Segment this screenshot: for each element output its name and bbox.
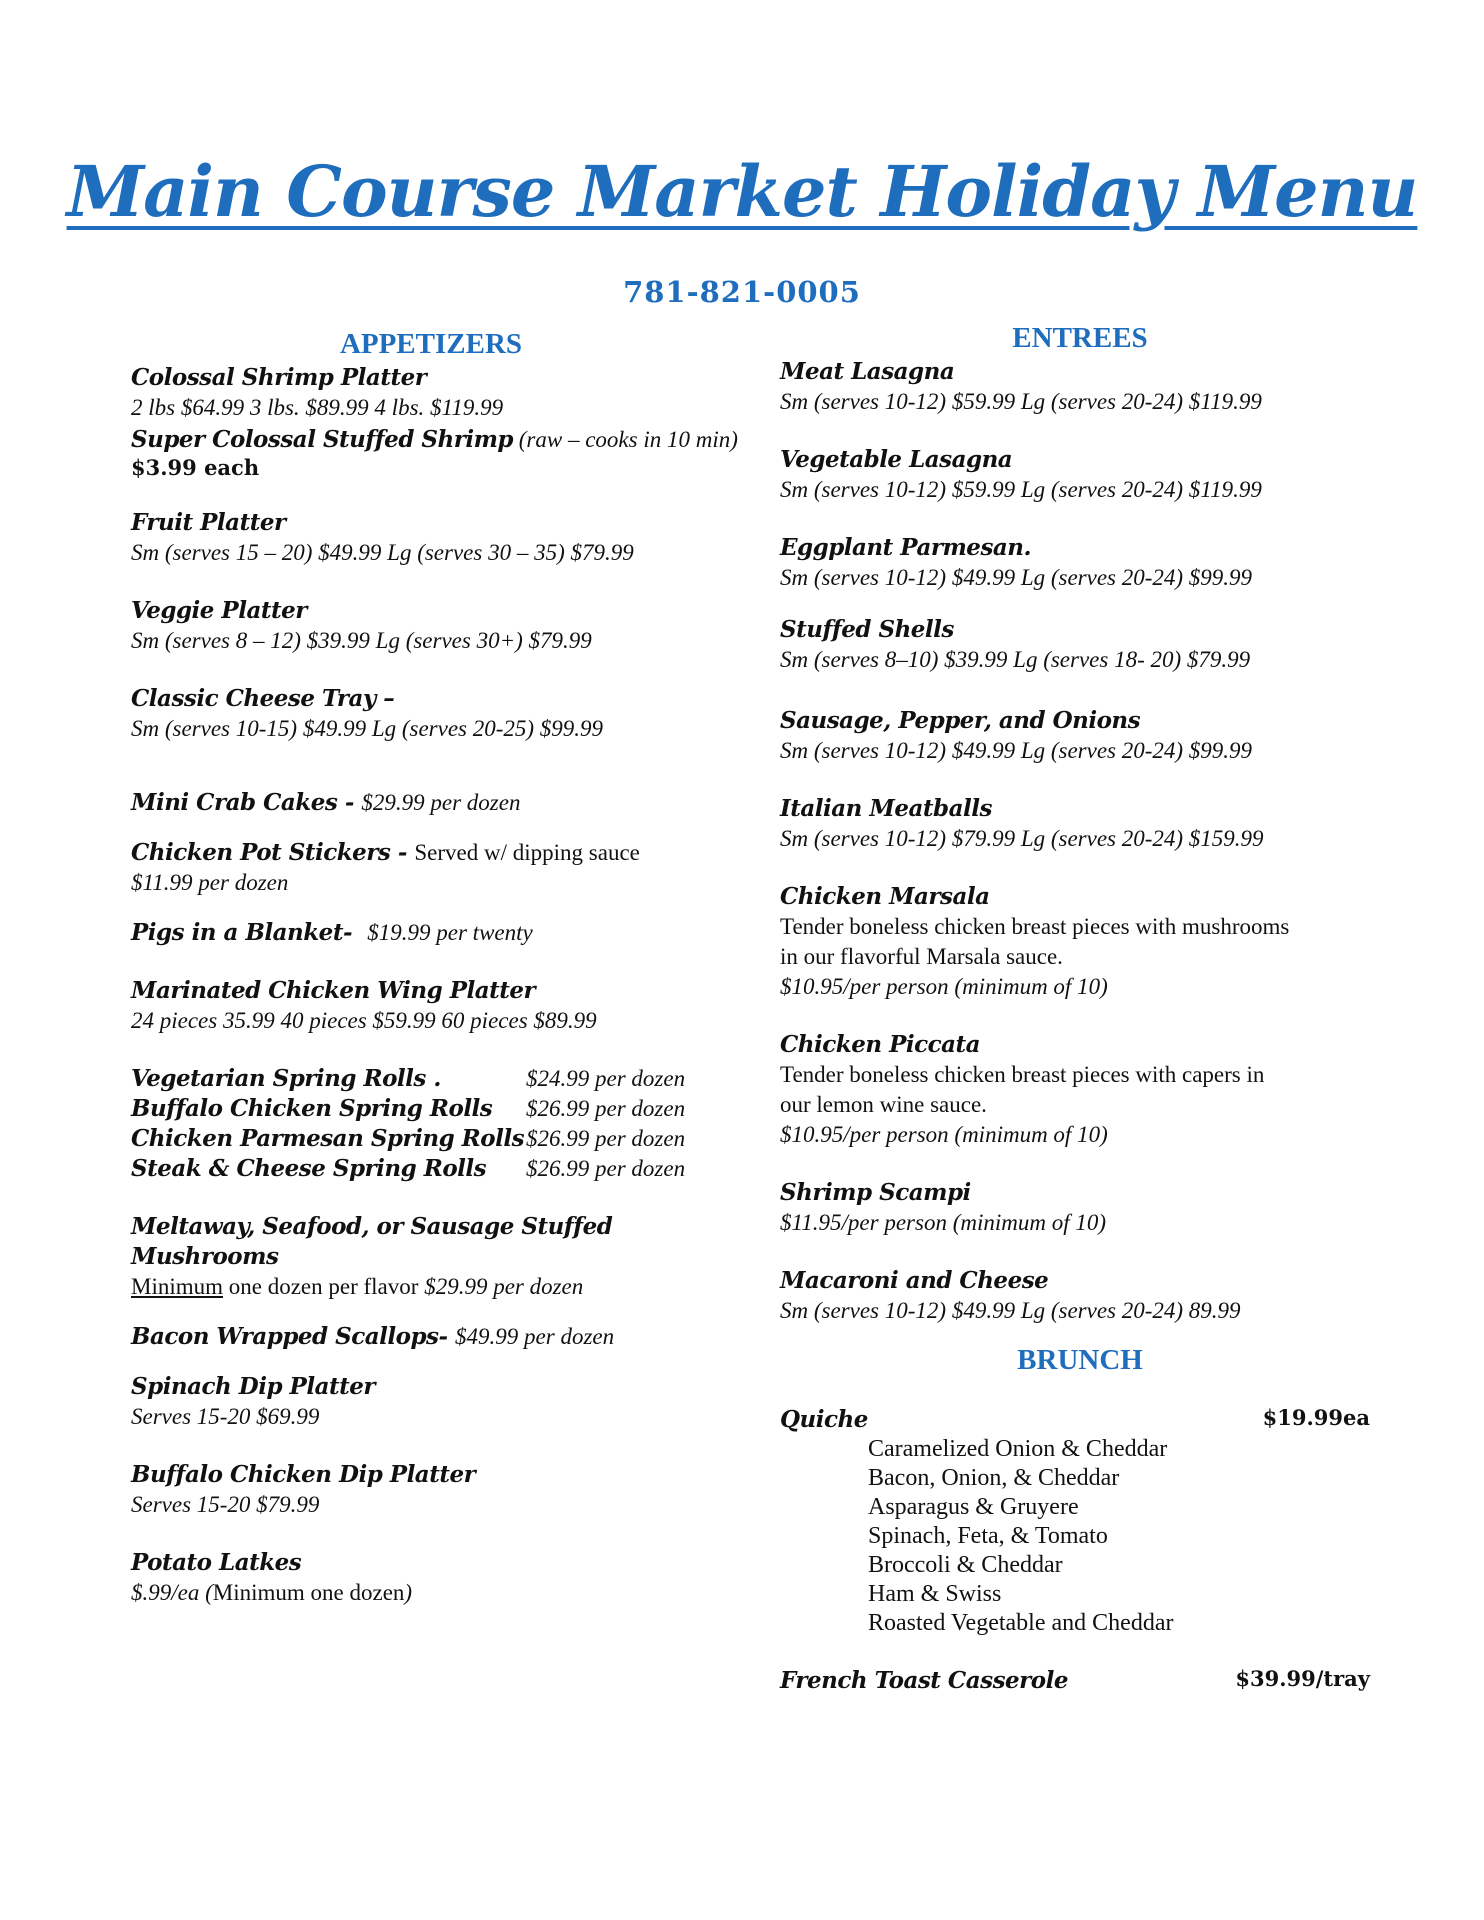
item-min: Minimum [131,1274,224,1299]
appetizers-heading: APPETIZERS [339,328,523,360]
item-desc: Served w/ dipping sauce [414,840,640,865]
quiche-row [780,1405,1370,1435]
menu-item [780,533,1400,593]
item-name: Vegetable Lasagna [780,446,1013,473]
item-name: Marinated Chicken Wing Platter [131,977,536,1004]
menu-item [131,1548,751,1608]
appetizers-column [131,328,751,1636]
menu-item [780,882,1400,1002]
item-price: $11.95/per person (minimum of 10) [780,1210,1107,1235]
list-item: Asparagus & Gruyere [868,1494,1079,1520]
item-price: $26.99 per dozen [526,1096,686,1121]
item-name: Mini Crab Cakes - [131,789,362,816]
list-item: Broccoli & Cheddar [868,1552,1063,1578]
item-price: $26.99 per dozen [526,1156,686,1181]
item-name: Chicken Parmesan Spring Rolls [131,1125,525,1152]
item-price: $.99/ea ( [131,1580,213,1605]
menu-item [131,1212,751,1302]
item-prices: 24 pieces 35.99 40 pieces $59.99 60 pieces $89.99 [131,1008,597,1033]
item-prices: 2 lbs $64.99 3 lbs. $89.99 4 lbs. $119.99 [131,395,504,420]
item-prices: Sm (serves 10-12) $79.99 Lg (serves 20-24) $159.99 [780,826,1264,851]
item-price: $11.99 per dozen [131,870,289,895]
item-prices: Sm (serves 10-12) $49.99 Lg (serves 20-24) $99.99 [780,565,1253,590]
french-toast-row [780,1666,1370,1696]
item-name: Chicken Piccata [780,1031,981,1058]
item-price: $49.99 per dozen [455,1324,615,1349]
item-desc: Tender boneless chicken breast pieces with mushrooms [780,914,1290,939]
brunch-heading: BRUNCH [1017,1344,1143,1376]
item-name: Italian Meatballs [780,795,992,822]
list-item: Caramelized Onion & Cheddar [868,1436,1168,1462]
item-price: $26.99 per dozen [526,1126,686,1151]
item-name: Pigs in a Blanket- [131,919,352,946]
menu-item [780,794,1400,854]
menu-item [131,508,751,568]
item-name: Buffalo Chicken Dip Platter [131,1461,476,1488]
item-name: Super Colossal Stuffed Shrimp [131,426,514,453]
item-name: Classic Cheese Tray – [131,685,395,712]
item-desc: one dozen per flavor [223,1274,425,1299]
item-name: Chicken Marsala [780,883,990,910]
item-name: Meat Lasagna [780,358,955,385]
list-item: Roasted Vegetable and Cheddar [868,1610,1174,1636]
menu-item [131,918,751,948]
item-prices: Sm (serves 10-15) $49.99 Lg (serves 20-25) $99.99 [131,716,604,741]
menu-item [131,1460,751,1520]
item-price: $10.95/per person (minimum of 10) [780,974,1108,999]
item-name: Meltaway, Seafood, or Sausage Stuffed Mushrooms [131,1213,613,1270]
item-prices: Sm (serves 8–10) $39.99 Lg (serves 18- 20) $79.99 [780,647,1251,672]
item-prices: Serves 15-20 $79.99 [131,1492,320,1517]
item-name: Buffalo Chicken Spring Rolls [131,1095,493,1122]
item-price: $10.95/per person (minimum of 10) [780,1122,1108,1147]
menu-item [780,1266,1400,1326]
menu-item [131,1372,751,1432]
menu-item [780,706,1400,766]
item-note: (raw – cooks in 10 min) [513,427,738,452]
entrees-column [780,322,1400,1696]
menu-item [131,596,751,656]
menu-item [131,425,751,480]
menu-item [780,1030,1400,1150]
menu-item [780,1178,1400,1238]
item-desc: our lemon wine sauce. [780,1092,987,1117]
menu-item [131,1322,751,1352]
item-name: Steak & Cheese Spring Rolls [131,1155,487,1182]
entrees-heading: ENTREES [1012,322,1148,354]
menu-item [131,838,751,898]
item-name: Shrimp Scampi [780,1179,971,1206]
item-prices: Sm (serves 10-12) $59.99 Lg (serves 20-24) $119.99 [780,477,1262,502]
item-price: $24.99 per dozen [526,1066,686,1091]
item-price: $29.99 per dozen [361,790,521,815]
item-price: $39.99/tray [1235,1666,1370,1691]
item-price: $29.99 per dozen [424,1274,584,1299]
item-name: Colossal Shrimp Platter [131,364,427,391]
menu-item [131,684,751,744]
item-name: Sausage, Pepper, and Onions [780,707,1141,734]
item-name: Veggie Platter [131,597,307,624]
item-price: $19.99 per twenty [367,920,533,945]
menu-item [780,615,1400,675]
item-desc: in our flavorful Marsala sauce. [780,944,1063,969]
item-prices: Sm (serves 10-12) $49.99 Lg (serves 20-24) 89.99 [780,1298,1241,1323]
menu-item [131,976,751,1036]
list-item: Spinach, Feta, & Tomato [868,1523,1108,1549]
menu-item [131,363,751,423]
item-prices: Serves 15-20 $69.99 [131,1404,320,1429]
item-name: Bacon Wrapped Scallops- [131,1323,456,1350]
item-price: $19.99ea [1262,1405,1370,1430]
list-item: Bacon, Onion, & Cheddar [868,1465,1120,1491]
item-name: Macaroni and Cheese [780,1267,1049,1294]
item-name: Eggplant Parmesan. [780,534,1032,561]
item-name: Chicken Pot Stickers - [131,839,415,866]
item-name: Stuffed Shells [780,616,954,643]
item-price: $3.99 each [131,455,260,480]
item-desc: Tender boneless chicken breast pieces with capers in [780,1062,1265,1087]
list-item: Ham & Swiss [868,1581,1002,1607]
spring-rolls-list [131,1064,751,1184]
item-name: Spinach Dip Platter [131,1373,375,1400]
page-title: Main Course Market Holiday Menu [66,150,1418,233]
item-name: Quiche [780,1406,868,1433]
item-name: Vegetarian Spring Rolls . [131,1065,441,1092]
item-prices: Sm (serves 15 – 20) $49.99 Lg (serves 30 – 35) $79.99 [131,540,634,565]
item-note: Minimum one dozen [212,1580,405,1605]
menu-item [131,788,751,818]
item-name: French Toast Casserole [780,1667,1068,1694]
item-close: ) [404,1580,413,1605]
item-prices: Sm (serves 10-12) $49.99 Lg (serves 20-24) $99.99 [780,738,1253,763]
menu-item [780,357,1400,417]
menu-item [780,445,1400,505]
item-prices: Sm (serves 8 – 12) $39.99 Lg (serves 30+) $79.99 [131,628,592,653]
quiche-flavor-list [780,1435,1400,1638]
item-name: Potato Latkes [131,1549,302,1576]
item-name: Fruit Platter [131,509,286,536]
item-prices: Sm (serves 10-12) $59.99 Lg (serves 20-24) $119.99 [780,389,1262,414]
phone-number: 781-821-0005 [623,275,861,309]
